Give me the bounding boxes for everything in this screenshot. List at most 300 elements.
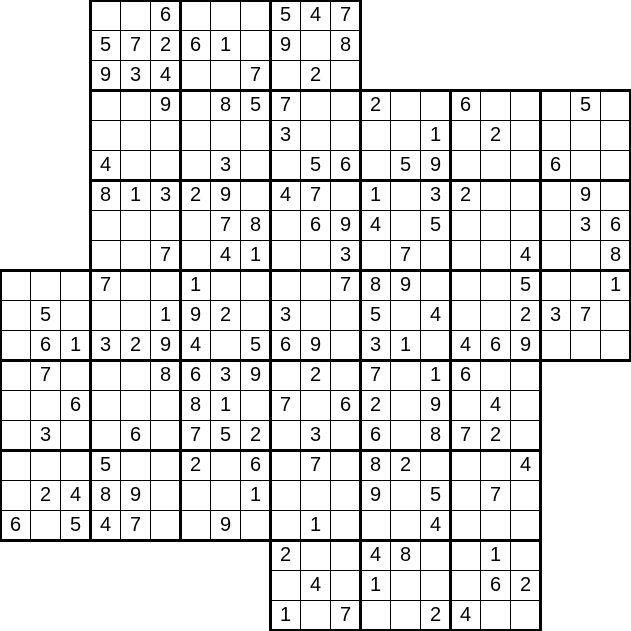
sudoku-cell[interactable] bbox=[330, 540, 361, 571]
sudoku-cell-given: 9 bbox=[300, 330, 331, 361]
sudoku-cell[interactable] bbox=[270, 240, 301, 271]
sudoku-cell[interactable] bbox=[270, 570, 301, 601]
sudoku-cell[interactable] bbox=[360, 240, 391, 271]
sudoku-cell[interactable] bbox=[330, 90, 361, 121]
sudoku-cell[interactable] bbox=[0, 420, 31, 451]
sudoku-cell[interactable] bbox=[150, 420, 181, 451]
sudoku-cell[interactable] bbox=[540, 210, 571, 241]
sudoku-cell-given: 1 bbox=[60, 330, 91, 361]
sudoku-cell[interactable] bbox=[360, 600, 391, 631]
sudoku-cell[interactable] bbox=[420, 570, 451, 601]
sudoku-cell[interactable] bbox=[60, 360, 91, 391]
sudoku-cell[interactable] bbox=[300, 540, 331, 571]
sudoku-cell[interactable] bbox=[450, 210, 481, 241]
sudoku-cell[interactable] bbox=[60, 300, 91, 331]
thick-grid-line bbox=[449, 89, 452, 631]
sudoku-cell[interactable] bbox=[390, 600, 421, 631]
thick-grid-line bbox=[0, 449, 542, 452]
sudoku-cell-given: 7 bbox=[480, 480, 511, 511]
sudoku-cell[interactable] bbox=[450, 510, 481, 541]
sudoku-cell[interactable] bbox=[510, 210, 541, 241]
sudoku-cell[interactable] bbox=[120, 150, 151, 181]
sudoku-cell[interactable] bbox=[510, 480, 541, 511]
sudoku-cell-given: 9 bbox=[330, 210, 361, 241]
sudoku-cell[interactable] bbox=[480, 450, 511, 481]
sudoku-cell[interactable] bbox=[150, 270, 181, 301]
sudoku-cell-given: 2 bbox=[300, 60, 331, 91]
sudoku-cell-given: 9 bbox=[120, 480, 151, 511]
sudoku-cell[interactable] bbox=[390, 120, 421, 151]
sudoku-cell-given: 4 bbox=[210, 240, 241, 271]
sudoku-cell[interactable] bbox=[600, 120, 631, 151]
sudoku-cell-given: 4 bbox=[60, 480, 91, 511]
sudoku-cell-given: 5 bbox=[90, 30, 121, 61]
sudoku-cell[interactable] bbox=[300, 120, 331, 151]
sudoku-cell-given: 4 bbox=[360, 210, 391, 241]
sudoku-cell[interactable] bbox=[330, 300, 361, 331]
sudoku-cell-given: 8 bbox=[90, 480, 121, 511]
sudoku-cell-given: 7 bbox=[330, 0, 361, 31]
sudoku-cell[interactable] bbox=[510, 510, 541, 541]
sudoku-cell[interactable] bbox=[270, 360, 301, 391]
sudoku-cell-given: 2 bbox=[450, 180, 481, 211]
sudoku-cell-given: 7 bbox=[150, 240, 181, 271]
sudoku-cell-given: 9 bbox=[420, 390, 451, 421]
sudoku-cell[interactable] bbox=[510, 540, 541, 571]
sudoku-cell-given: 8 bbox=[240, 210, 271, 241]
sudoku-cell[interactable] bbox=[300, 270, 331, 301]
sudoku-cell[interactable] bbox=[450, 390, 481, 421]
sudoku-cell[interactable] bbox=[420, 90, 451, 121]
sudoku-cell[interactable] bbox=[330, 420, 361, 451]
sudoku-cell-given: 7 bbox=[390, 240, 421, 271]
sudoku-cell[interactable] bbox=[390, 180, 421, 211]
sudoku-cell-given: 7 bbox=[300, 180, 331, 211]
thick-grid-line bbox=[269, 0, 272, 631]
sudoku-cell[interactable] bbox=[300, 600, 331, 631]
sudoku-cell[interactable] bbox=[330, 330, 361, 361]
sudoku-cell[interactable] bbox=[600, 150, 631, 181]
sudoku-cell[interactable] bbox=[540, 180, 571, 211]
sudoku-cell-given: 6 bbox=[480, 570, 511, 601]
sudoku-cell-given: 4 bbox=[300, 570, 331, 601]
sudoku-cell-given: 2 bbox=[180, 450, 211, 481]
sudoku-cell-given: 9 bbox=[210, 180, 241, 211]
sudoku-cell-given: 6 bbox=[120, 420, 151, 451]
thick-grid-line bbox=[0, 269, 631, 272]
sudoku-cell[interactable] bbox=[270, 150, 301, 181]
sudoku-cell[interactable] bbox=[360, 120, 391, 151]
sudoku-cell[interactable] bbox=[450, 270, 481, 301]
sudoku-cell[interactable] bbox=[150, 150, 181, 181]
sudoku-cell-given: 1 bbox=[390, 330, 421, 361]
sudoku-cell[interactable] bbox=[150, 480, 181, 511]
sudoku-cell-given: 8 bbox=[330, 30, 361, 61]
sudoku-cell[interactable] bbox=[480, 600, 511, 631]
sudoku-cell[interactable] bbox=[120, 300, 151, 331]
sudoku-cell-given: 8 bbox=[360, 450, 391, 481]
sudoku-cell[interactable] bbox=[60, 270, 91, 301]
sudoku-cell-given: 6 bbox=[480, 330, 511, 361]
sudoku-cell[interactable] bbox=[180, 240, 211, 271]
sudoku-cell[interactable] bbox=[210, 330, 241, 361]
sudoku-cell-given: 9 bbox=[390, 270, 421, 301]
sudoku-cell-given: 3 bbox=[270, 120, 301, 151]
sudoku-cell-given: 1 bbox=[210, 30, 241, 61]
sudoku-cell[interactable] bbox=[360, 510, 391, 541]
sudoku-cell[interactable] bbox=[510, 360, 541, 391]
sudoku-cell-given: 5 bbox=[420, 480, 451, 511]
sudoku-cell[interactable] bbox=[510, 390, 541, 421]
sudoku-cell[interactable] bbox=[390, 360, 421, 391]
sudoku-cell-given: 6 bbox=[180, 30, 211, 61]
sudoku-cell[interactable] bbox=[450, 120, 481, 151]
sudoku-cell[interactable] bbox=[390, 390, 421, 421]
sudoku-cell-given: 5 bbox=[210, 420, 241, 451]
sudoku-cell[interactable] bbox=[180, 510, 211, 541]
sudoku-cell[interactable] bbox=[270, 450, 301, 481]
sudoku-cell-given: 5 bbox=[300, 150, 331, 181]
sudoku-cell-given: 1 bbox=[480, 540, 511, 571]
sudoku-cell[interactable] bbox=[240, 120, 271, 151]
thick-grid-line bbox=[0, 359, 631, 362]
sudoku-cell[interactable] bbox=[420, 330, 451, 361]
sudoku-cell-given: 3 bbox=[360, 330, 391, 361]
sudoku-cell[interactable] bbox=[330, 180, 361, 211]
sudoku-cell-given: 3 bbox=[120, 60, 151, 91]
sudoku-cell-given: 4 bbox=[420, 300, 451, 331]
sudoku-cell-given: 9 bbox=[150, 90, 181, 121]
sudoku-cell-given: 5 bbox=[390, 150, 421, 181]
sudoku-cell[interactable] bbox=[450, 570, 481, 601]
sudoku-cell[interactable] bbox=[120, 360, 151, 391]
sudoku-cell-given: 3 bbox=[270, 300, 301, 331]
sudoku-cell[interactable] bbox=[330, 450, 361, 481]
sudoku-cell-given: 5 bbox=[240, 90, 271, 121]
sudoku-cell-given: 9 bbox=[510, 330, 541, 361]
sudoku-cell-given: 4 bbox=[510, 240, 541, 271]
sudoku-cell[interactable] bbox=[90, 0, 121, 31]
sudoku-cell-given: 8 bbox=[90, 180, 121, 211]
sudoku-cell-given: 4 bbox=[150, 60, 181, 91]
sudoku-cell[interactable] bbox=[30, 270, 61, 301]
sudoku-cell[interactable] bbox=[480, 150, 511, 181]
sudoku-cell[interactable] bbox=[120, 450, 151, 481]
sudoku-cell-given: 7 bbox=[270, 90, 301, 121]
sudoku-cell-given: 5 bbox=[30, 300, 61, 331]
sudoku-cell[interactable] bbox=[540, 330, 571, 361]
sudoku-cell-given: 2 bbox=[30, 480, 61, 511]
sudoku-cell[interactable] bbox=[390, 210, 421, 241]
sudoku-cell-given: 9 bbox=[420, 150, 451, 181]
sudoku-cell[interactable] bbox=[270, 270, 301, 301]
sudoku-cell[interactable] bbox=[330, 510, 361, 541]
sudoku-cell-given: 6 bbox=[360, 420, 391, 451]
sudoku-cell[interactable] bbox=[600, 90, 631, 121]
sudoku-cell-given: 4 bbox=[180, 330, 211, 361]
sudoku-cell[interactable] bbox=[390, 90, 421, 121]
sudoku-cell-given: 4 bbox=[360, 540, 391, 571]
sudoku-cell[interactable] bbox=[240, 510, 271, 541]
sudoku-cell[interactable] bbox=[120, 240, 151, 271]
sudoku-cell-given: 6 bbox=[180, 360, 211, 391]
sudoku-cell[interactable] bbox=[270, 210, 301, 241]
sudoku-cell[interactable] bbox=[150, 510, 181, 541]
sudoku-cell-given: 2 bbox=[480, 420, 511, 451]
sudoku-cell-given: 5 bbox=[90, 450, 121, 481]
sudoku-cell[interactable] bbox=[180, 60, 211, 91]
sudoku-cell-given: 9 bbox=[90, 60, 121, 91]
sudoku-cell[interactable] bbox=[390, 300, 421, 331]
sudoku-cell-given: 5 bbox=[420, 210, 451, 241]
sudoku-cell[interactable] bbox=[300, 300, 331, 331]
sudoku-cell[interactable] bbox=[510, 150, 541, 181]
sudoku-cell[interactable] bbox=[570, 240, 601, 271]
sudoku-cell-given: 6 bbox=[300, 210, 331, 241]
sudoku-cell[interactable] bbox=[540, 90, 571, 121]
sudoku-cell-given: 5 bbox=[60, 510, 91, 541]
sudoku-cell-given: 9 bbox=[210, 510, 241, 541]
sudoku-cell-given: 9 bbox=[150, 330, 181, 361]
sudoku-cell[interactable] bbox=[90, 120, 121, 151]
sudoku-cell-given: 4 bbox=[420, 510, 451, 541]
sudoku-cell-given: 3 bbox=[570, 210, 601, 241]
sudoku-cell-given: 2 bbox=[300, 360, 331, 391]
sudoku-cell[interactable] bbox=[570, 330, 601, 361]
sudoku-cell[interactable] bbox=[90, 390, 121, 421]
sudoku-cell[interactable] bbox=[210, 60, 241, 91]
sudoku-cell-given: 7 bbox=[300, 450, 331, 481]
sudoku-cell[interactable] bbox=[120, 390, 151, 421]
sudoku-cell[interactable] bbox=[330, 360, 361, 391]
sudoku-cell[interactable] bbox=[300, 480, 331, 511]
sudoku-cell[interactable] bbox=[210, 270, 241, 301]
sudoku-cell[interactable] bbox=[510, 420, 541, 451]
sudoku-cell[interactable] bbox=[300, 90, 331, 121]
sudoku-cell[interactable] bbox=[450, 150, 481, 181]
sudoku-cell-given: 3 bbox=[420, 180, 451, 211]
sudoku-cell[interactable] bbox=[390, 420, 421, 451]
sudoku-cell-given: 3 bbox=[300, 420, 331, 451]
sudoku-cell-given: 2 bbox=[180, 180, 211, 211]
sudoku-cell-given: 1 bbox=[420, 120, 451, 151]
sudoku-cell-given: 2 bbox=[210, 300, 241, 331]
sudoku-cell[interactable] bbox=[120, 0, 151, 31]
sudoku-cell[interactable] bbox=[480, 510, 511, 541]
sudoku-cell[interactable] bbox=[180, 210, 211, 241]
sudoku-cell[interactable] bbox=[600, 300, 631, 331]
sudoku-cell[interactable] bbox=[30, 510, 61, 541]
sudoku-cell[interactable] bbox=[120, 120, 151, 151]
sudoku-cell-given: 6 bbox=[0, 510, 31, 541]
sudoku-cell[interactable] bbox=[420, 540, 451, 571]
sudoku-cell[interactable] bbox=[0, 300, 31, 331]
sudoku-cell[interactable] bbox=[240, 150, 271, 181]
sudoku-cell-given: 5 bbox=[570, 90, 601, 121]
sudoku-cell[interactable] bbox=[120, 90, 151, 121]
sudoku-cell-given: 4 bbox=[480, 390, 511, 421]
sudoku-cell[interactable] bbox=[240, 30, 271, 61]
sudoku-cell[interactable] bbox=[540, 120, 571, 151]
sudoku-cell[interactable] bbox=[390, 510, 421, 541]
sudoku-cell-given: 4 bbox=[450, 330, 481, 361]
sudoku-cell[interactable] bbox=[480, 210, 511, 241]
sudoku-cell[interactable] bbox=[60, 450, 91, 481]
sudoku-cell[interactable] bbox=[480, 300, 511, 331]
sudoku-cell[interactable] bbox=[210, 450, 241, 481]
sudoku-cell-given: 6 bbox=[30, 330, 61, 361]
sudoku-cell-given: 2 bbox=[390, 450, 421, 481]
sudoku-cell[interactable] bbox=[240, 180, 271, 211]
sudoku-cell[interactable] bbox=[180, 150, 211, 181]
sudoku-cell[interactable] bbox=[90, 210, 121, 241]
sudoku-cell[interactable] bbox=[120, 270, 151, 301]
sudoku-cell[interactable] bbox=[0, 450, 31, 481]
sudoku-cell[interactable] bbox=[240, 0, 271, 31]
sudoku-cell-given: 2 bbox=[120, 330, 151, 361]
sudoku-cell[interactable] bbox=[150, 210, 181, 241]
sudoku-cell-given: 1 bbox=[600, 270, 631, 301]
sudoku-cell[interactable] bbox=[330, 60, 361, 91]
sudoku-cell[interactable] bbox=[0, 270, 31, 301]
sudoku-cell[interactable] bbox=[360, 150, 391, 181]
sudoku-cell-given: 2 bbox=[360, 390, 391, 421]
sudoku-cell-given: 6 bbox=[450, 90, 481, 121]
sudoku-cell[interactable] bbox=[600, 330, 631, 361]
sudoku-cell-given: 6 bbox=[330, 150, 361, 181]
sudoku-cell[interactable] bbox=[420, 270, 451, 301]
sudoku-cell-given: 8 bbox=[150, 360, 181, 391]
sudoku-cell-given: 2 bbox=[150, 30, 181, 61]
sudoku-cell[interactable] bbox=[240, 270, 271, 301]
sudoku-cell[interactable] bbox=[450, 480, 481, 511]
sudoku-cell[interactable] bbox=[540, 270, 571, 301]
sudoku-cell[interactable] bbox=[240, 390, 271, 421]
sudoku-cell[interactable] bbox=[390, 480, 421, 511]
sudoku-cell[interactable] bbox=[30, 450, 61, 481]
sudoku-cell-given: 1 bbox=[300, 510, 331, 541]
sudoku-cell[interactable] bbox=[300, 390, 331, 421]
sudoku-cell[interactable] bbox=[180, 90, 211, 121]
sudoku-cell-given: 1 bbox=[240, 240, 271, 271]
sudoku-cell[interactable] bbox=[330, 120, 361, 151]
sudoku-cell-given: 7 bbox=[240, 60, 271, 91]
sudoku-cell-given: 2 bbox=[420, 600, 451, 631]
sudoku-cell[interactable] bbox=[270, 60, 301, 91]
sudoku-cell-given: 2 bbox=[510, 570, 541, 601]
sudoku-cell-given: 4 bbox=[450, 600, 481, 631]
sudoku-cell-given: 7 bbox=[570, 300, 601, 331]
sudoku-cell-given: 3 bbox=[30, 420, 61, 451]
sudoku-cell[interactable] bbox=[390, 570, 421, 601]
sudoku-cell[interactable] bbox=[480, 360, 511, 391]
sudoku-cell[interactable] bbox=[570, 150, 601, 181]
sudoku-cell[interactable] bbox=[480, 180, 511, 211]
sudoku-cell[interactable] bbox=[0, 390, 31, 421]
sudoku-cell[interactable] bbox=[90, 90, 121, 121]
sudoku-cell-given: 6 bbox=[270, 330, 301, 361]
sudoku-cell[interactable] bbox=[300, 30, 331, 61]
sudoku-cell[interactable] bbox=[510, 90, 541, 121]
sudoku-cell[interactable] bbox=[450, 300, 481, 331]
sudoku-cell[interactable] bbox=[510, 120, 541, 151]
sudoku-cell-given: 4 bbox=[510, 450, 541, 481]
thick-grid-line bbox=[359, 0, 362, 631]
sudoku-cell-given: 5 bbox=[240, 330, 271, 361]
sudoku-cell[interactable] bbox=[300, 240, 331, 271]
sudoku-cell[interactable] bbox=[210, 480, 241, 511]
thick-grid-line bbox=[0, 269, 2, 542]
sudoku-cell[interactable] bbox=[450, 450, 481, 481]
sudoku-cell[interactable] bbox=[180, 480, 211, 511]
thick-grid-line bbox=[539, 89, 542, 631]
sudoku-cell[interactable] bbox=[90, 300, 121, 331]
sudoku-cell[interactable] bbox=[90, 360, 121, 391]
sudoku-cell-given: 8 bbox=[210, 90, 241, 121]
sudoku-cell[interactable] bbox=[0, 480, 31, 511]
sudoku-cell-given: 1 bbox=[420, 360, 451, 391]
sudoku-cell-given: 4 bbox=[90, 150, 121, 181]
sudoku-cell[interactable] bbox=[0, 330, 31, 361]
sudoku-cell[interactable] bbox=[60, 420, 91, 451]
sudoku-cell[interactable] bbox=[120, 210, 151, 241]
sudoku-cell[interactable] bbox=[570, 120, 601, 151]
sudoku-cell[interactable] bbox=[210, 0, 241, 31]
sudoku-cell-given: 1 bbox=[240, 480, 271, 511]
sudoku-cell[interactable] bbox=[270, 480, 301, 511]
sudoku-cell[interactable] bbox=[30, 390, 61, 421]
sudoku-cell[interactable] bbox=[480, 240, 511, 271]
sudoku-cell[interactable] bbox=[180, 120, 211, 151]
sudoku-cell[interactable] bbox=[510, 600, 541, 631]
sudoku-cell-given: 1 bbox=[270, 600, 301, 631]
sudoku-cell[interactable] bbox=[270, 510, 301, 541]
sudoku-cell[interactable] bbox=[0, 360, 31, 391]
sudoku-cell[interactable] bbox=[450, 240, 481, 271]
sudoku-cell-given: 2 bbox=[240, 420, 271, 451]
sudoku-cell[interactable] bbox=[150, 120, 181, 151]
sudoku-cell-given: 5 bbox=[510, 270, 541, 301]
sudoku-cell[interactable] bbox=[210, 120, 241, 151]
sudoku-cell[interactable] bbox=[570, 270, 601, 301]
sudoku-cell-given: 3 bbox=[540, 300, 571, 331]
sudoku-cell[interactable] bbox=[540, 240, 571, 271]
sudoku-cell-given: 2 bbox=[480, 120, 511, 151]
sudoku-cell[interactable] bbox=[600, 180, 631, 211]
sudoku-cell[interactable] bbox=[450, 540, 481, 571]
sudoku-cell[interactable] bbox=[180, 0, 211, 31]
sudoku-cell[interactable] bbox=[240, 300, 271, 331]
sudoku-cell[interactable] bbox=[150, 390, 181, 421]
sudoku-cell[interactable] bbox=[330, 570, 361, 601]
sudoku-cell[interactable] bbox=[480, 270, 511, 301]
sudoku-cell[interactable] bbox=[150, 450, 181, 481]
sudoku-cell[interactable] bbox=[90, 240, 121, 271]
sudoku-cell[interactable] bbox=[420, 450, 451, 481]
sudoku-cell[interactable] bbox=[480, 90, 511, 121]
sudoku-cell[interactable] bbox=[330, 480, 361, 511]
sudoku-cell[interactable] bbox=[510, 180, 541, 211]
sudoku-cell[interactable] bbox=[90, 420, 121, 451]
sudoku-cell-given: 9 bbox=[270, 30, 301, 61]
sudoku-cell-given: 3 bbox=[90, 330, 121, 361]
sudoku-cell-given: 1 bbox=[180, 270, 211, 301]
sudoku-cell-given: 9 bbox=[180, 300, 211, 331]
sudoku-cell-given: 1 bbox=[360, 570, 391, 601]
sudoku-cell[interactable] bbox=[270, 420, 301, 451]
thick-grid-line bbox=[0, 539, 542, 542]
sudoku-cell[interactable] bbox=[420, 240, 451, 271]
